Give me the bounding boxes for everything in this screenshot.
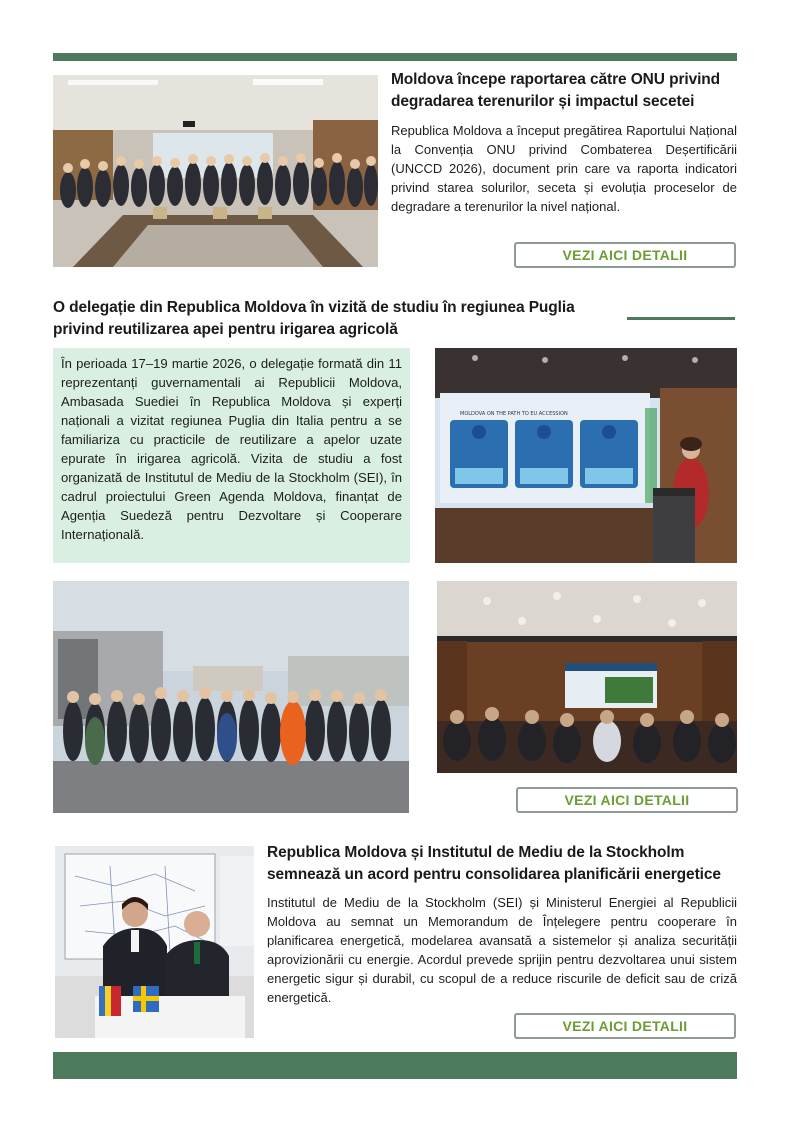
article3-details-button[interactable]: VEZI AICI DETALII [514,1013,736,1039]
delegation-group-photo [53,581,409,813]
article2-body: În perioada 17–19 martie 2026, o delegație formată din 11 reprezentanți guvernamentali ai Republicii Moldova, Ambasada Suediei în Republica Moldova și experți naționali a vizitat regiunea Puglia din Italia pentru a se familiariza cu practicile de reutilizare a apelor uzate epurate în irigarea agricolă. Vizita de studiu a fost organizată de Institutul de Mediu de la Stockholm (SEI), în cadrul proiectului Green Agenda Moldova, finanțat de Agenția Suedeză pentru Dezvoltare și Cooperare Internațională. [61,356,402,542]
svg-text:MOLDOVA ON THE PATH TO EU ACCE: MOLDOVA ON THE PATH TO EU ACCESSION [460,411,568,417]
section-divider [627,317,735,320]
audience-presentation-photo [437,581,737,773]
article2-title: O delegație din Republica Moldova în vizită de studiu în regiunea Puglia privind reutilizarea apei pentru irigarea agricolă [53,299,575,338]
bottom-accent-bar [53,1052,737,1079]
article2-details-button[interactable]: VEZI AICI DETALII [516,787,738,813]
article1-body: Republica Moldova a început pregătirea Raportului Național la Convenția ONU privind Combaterea Deșertificării (UNCCD 2026), document prin care va raporta indicatori privind starea solurilor, seceta și evoluția proceselor de degradare a terenurilor la nivel național. [391,123,737,214]
presentation-speaker-photo [435,348,737,563]
article3-body: Institutul de Mediu de la Stockholm (SEI) și Ministerul Energiei al Republicii Moldova au semnat un Memorandum de Înțelegere pentru cooperare în planificarea energetică, modelarea avansată a sistemelor și analiza securității aprovizionării cu energie. Acordul prevede sprijin pentru dezvoltarea unui sistem energetic sigur și durabil, cu scopul de a reduce riscurile de deficit sau de criză energetică. [267,895,737,1005]
article1-title: Moldova începe raportarea către ONU privind degradarea terenurilor și impactul secetei [391,71,721,110]
signing-ceremony-photo [55,846,254,1038]
article3-title: Republica Moldova și Institutul de Mediu de la Stockholm semnează un acord pentru consolidarea planificării energetice [267,844,721,883]
top-accent-bar [53,53,737,61]
article2-highlight-box [53,348,410,563]
conference-group-photo [53,75,378,267]
article1-details-button[interactable]: VEZI AICI DETALII [514,242,736,268]
